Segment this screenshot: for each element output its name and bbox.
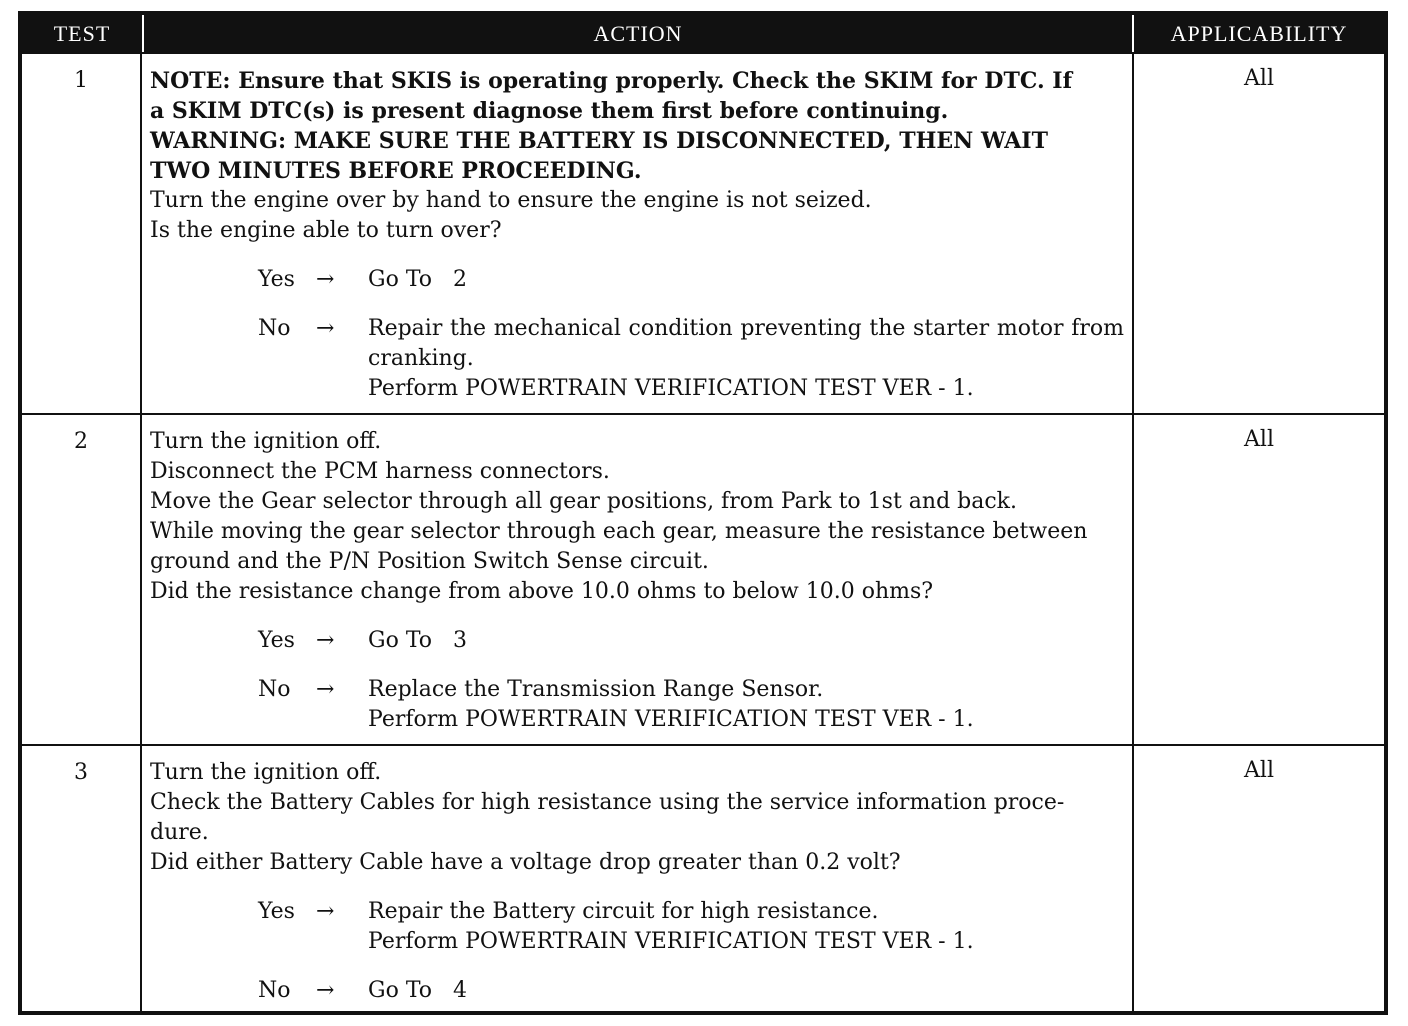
right-arrow-icon: → <box>316 267 335 292</box>
response-key: Yes <box>258 899 295 924</box>
right-arrow-icon: → <box>316 677 335 702</box>
test-number-1: 1 <box>22 52 142 413</box>
response-key: No <box>258 677 291 702</box>
response-line: Perform POWERTRAIN VERIFICATION TEST VER - 1. <box>368 707 974 732</box>
response-yes <box>258 626 1124 656</box>
action-cell-3 <box>142 744 1134 1011</box>
note-line: a SKIM DTC(s) is present diagnose them first before continuing. <box>150 98 949 124</box>
note-line: NOTE: Ensure that SKIS is operating properly. Check the SKIM for DTC. If <box>150 68 1073 94</box>
response-no <box>258 314 1124 404</box>
diagnostic-test-table <box>18 11 1388 1015</box>
question-line: Did the resistance change from above 10.0 ohms to below 10.0 ohms? <box>150 579 934 604</box>
action-line: Disconnect the PCM harness connectors. <box>150 459 610 484</box>
right-arrow-icon: → <box>316 628 335 653</box>
response-no <box>258 675 1124 735</box>
response-text <box>368 976 1124 1006</box>
response-line: Repair the mechanical condition preventing the starter motor from cranking. <box>368 316 1124 371</box>
response-line: Perform POWERTRAIN VERIFICATION TEST VER - 1. <box>368 376 974 401</box>
response-text <box>368 626 1124 656</box>
action-line: Turn the ignition off. <box>150 429 382 454</box>
response-key: Yes <box>258 267 295 292</box>
test-number-2: 2 <box>22 413 142 744</box>
header-test: TEST <box>22 15 142 52</box>
response-text <box>368 265 1124 295</box>
response-text <box>368 314 1124 404</box>
response-text <box>368 897 1124 957</box>
applicability-3: All <box>1134 744 1384 1011</box>
applicability-1: All <box>1134 52 1384 413</box>
response-key: No <box>258 978 291 1003</box>
right-arrow-icon: → <box>316 316 335 341</box>
response-yes <box>258 897 1124 957</box>
question-line: Is the engine able to turn over? <box>150 218 502 243</box>
response-yes <box>258 265 1124 295</box>
response-text <box>368 675 1124 735</box>
applicability-2: All <box>1134 413 1384 744</box>
action-line: Turn the ignition off. <box>150 760 382 785</box>
warning-line: TWO MINUTES BEFORE PROCEEDING. <box>150 158 642 184</box>
action-line: While moving the gear selector through each gear, measure the resistance between <box>150 519 1088 544</box>
action-line: Move the Gear selector through all gear positions, from Park to 1st and back. <box>150 489 1017 514</box>
action-line: dure. <box>150 820 209 845</box>
response-line: Repair the Battery circuit for high resistance. <box>368 899 879 924</box>
action-line: ground and the P/N Position Switch Sense circuit. <box>150 549 709 574</box>
action-cell-2 <box>142 413 1134 744</box>
response-key: Yes <box>258 628 295 653</box>
header-action: ACTION <box>142 15 1134 52</box>
question-line: Did either Battery Cable have a voltage drop greater than 0.2 volt? <box>150 850 901 875</box>
warning-line: WARNING: MAKE SURE THE BATTERY IS DISCONNECTED, THEN WAIT <box>150 128 1048 154</box>
test-number-3: 3 <box>22 744 142 1011</box>
response-line: Go To 2 <box>368 267 467 292</box>
response-line: Go To 4 <box>368 978 467 1003</box>
action-line: Check the Battery Cables for high resistance using the service information proce- <box>150 790 1065 815</box>
response-line: Replace the Transmission Range Sensor. <box>368 677 824 702</box>
action-line: Turn the engine over by hand to ensure the engine is not seized. <box>150 188 872 213</box>
response-line: Go To 3 <box>368 628 467 653</box>
response-line: Perform POWERTRAIN VERIFICATION TEST VER - 1. <box>368 929 974 954</box>
action-cell-1 <box>142 52 1134 413</box>
response-key: No <box>258 316 291 341</box>
response-no <box>258 976 1124 1006</box>
header-applicability: APPLICABILITY <box>1134 15 1384 52</box>
right-arrow-icon: → <box>316 899 335 924</box>
right-arrow-icon: → <box>316 978 335 1003</box>
